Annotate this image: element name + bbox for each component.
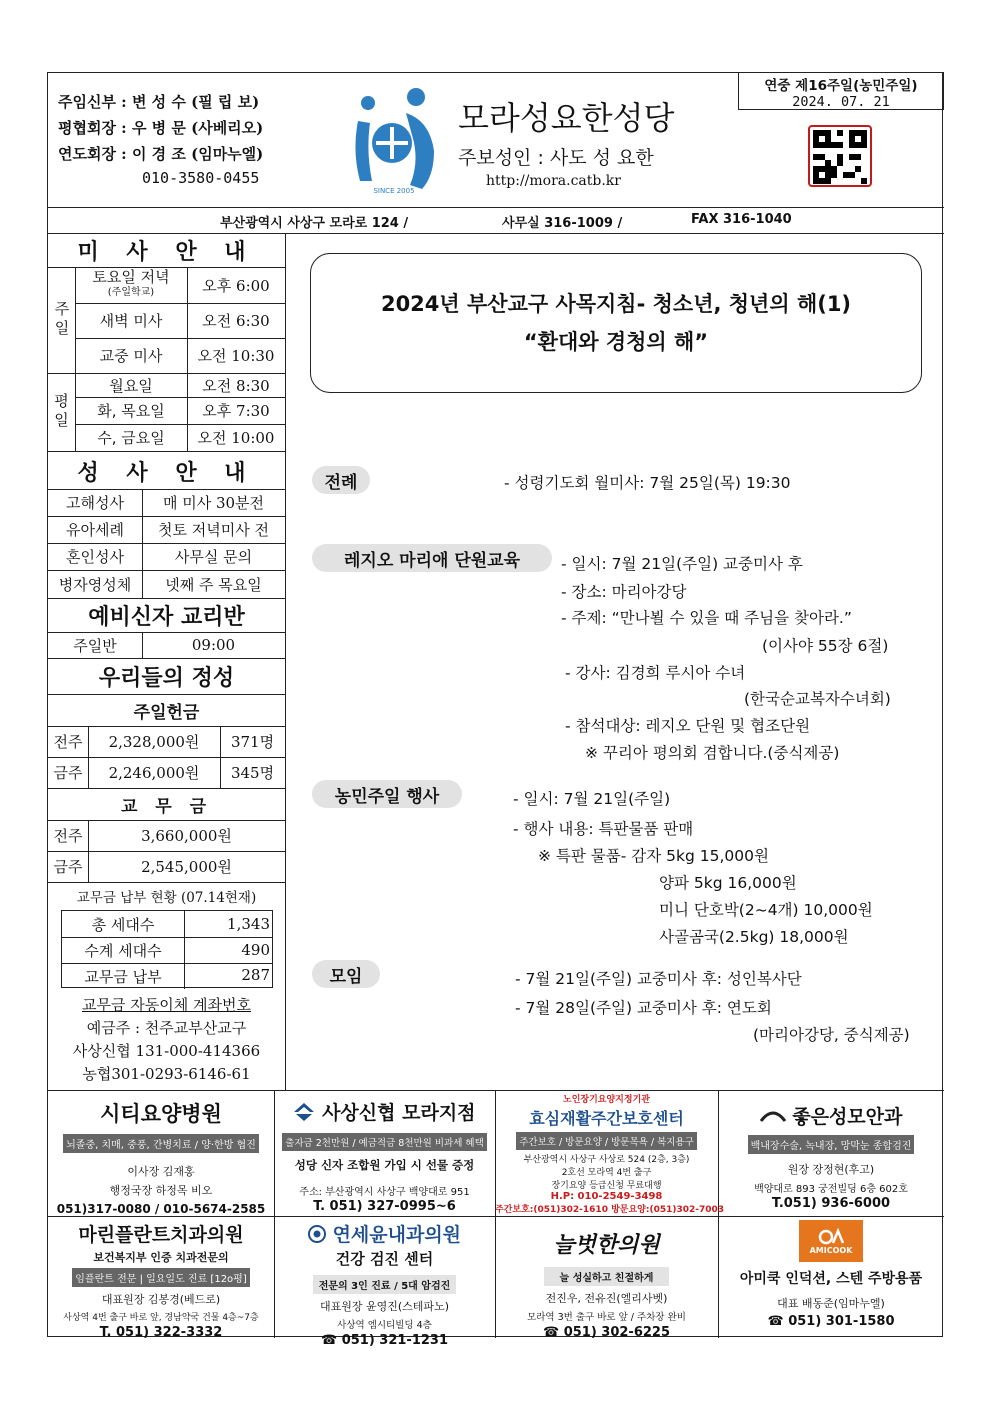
- catechumen-time: 09:00: [191, 636, 236, 654]
- church-logo-icon: [348, 81, 440, 197]
- issue-date: 2024. 07. 21: [792, 94, 890, 110]
- sunday-offering-title: 주일헌금: [133, 702, 200, 723]
- amicook-icon: [817, 1228, 845, 1246]
- ad-phone: T.051) 936-6000: [771, 1196, 891, 1211]
- eye-logo-icon: [760, 1109, 786, 1123]
- meeting-label: 모임: [312, 960, 380, 988]
- status-value: 490: [241, 941, 270, 959]
- farmer-line: ※ 특판 물품- 감자 5kg 15,000원: [538, 847, 769, 865]
- logo-since-text: SINCE 2005: [373, 187, 415, 195]
- offering-amount: 2,328,000원: [108, 733, 200, 751]
- ad-bar: 전문의 3인 진료 / 5대 암검진: [313, 1275, 457, 1294]
- farmer-line: - 행사 내용: 특판물품 판매: [513, 820, 694, 838]
- sunday-label: 주일: [52, 301, 71, 339]
- main-title-box: [310, 253, 922, 393]
- rule: [48, 451, 285, 452]
- ad-sub: 건강 검진 센터: [335, 1250, 434, 1268]
- sacrament-value: 매 미사 30분전: [162, 494, 265, 512]
- account-number: 사상신협 131-000-414366: [72, 1041, 261, 1060]
- dues-status-title: 교무금 납부 현황 (07.14현재): [76, 890, 257, 906]
- ad-city-hospital[interactable]: [48, 1090, 274, 1216]
- dues-status-table: [61, 910, 273, 988]
- shinhyup-logo-icon: [293, 1102, 315, 1122]
- liturgy-line: - 성령기도회 월미사: 7월 25일(목) 19:30: [504, 474, 791, 492]
- ad-shinhyup[interactable]: [274, 1090, 495, 1216]
- ad-line: 모라역 3번 출구 바로 앞 / 주차장 완비: [527, 1312, 686, 1323]
- mass-time: 오후 6:00: [202, 276, 270, 295]
- legio-line: - 주제: “만나뵐 수 있을 때 주님을 찾아라.”: [561, 609, 852, 627]
- legio-line: - 참석대상: 레지오 단원 및 협조단원: [565, 717, 811, 735]
- qr-code[interactable]: [808, 125, 872, 187]
- ad-title-text: 효심재활주간보호센터: [529, 1109, 684, 1128]
- ad-line: 2호선 모라역 4번 출구: [561, 1168, 652, 1178]
- ad-title: 마린플란트치과의원: [78, 1224, 244, 1246]
- ad-phone: T. 051) 322-3332: [99, 1325, 223, 1340]
- liturgy-label: 전례: [312, 466, 370, 494]
- status-name: 교무금 납부: [84, 967, 162, 986]
- ad-line: 대표 배동준(임마누엘): [777, 1297, 885, 1310]
- church-url[interactable]: http://mora.catb.kr: [486, 173, 621, 189]
- ad-internal-clinic[interactable]: [274, 1216, 495, 1348]
- mass-time: 오전 6:30: [202, 312, 270, 330]
- farmer-label: 농민주일 행사: [312, 780, 462, 808]
- account-holder: 예금주 : 천주교부산교구: [86, 1018, 247, 1037]
- sacrament-name: 혼인성사: [66, 548, 124, 566]
- office-phone: 010-3580-0455: [142, 169, 260, 187]
- ad-title: 늘벗한의원: [553, 1232, 660, 1258]
- ad-phone: ☎ 051) 302-6225: [542, 1325, 671, 1340]
- main-title-line2: “환대와 경청의 해”: [523, 330, 709, 354]
- ad-line: 사상역 4번 출구 바로 앞, 경남약국 건물 4층~7층: [63, 1313, 259, 1323]
- mass-title: 미 사 안 내: [77, 239, 256, 265]
- ad-phone: T. 051) 327-0995~6: [313, 1199, 456, 1214]
- qr-code-icon: [813, 130, 867, 184]
- offering-title: 우리들의 정성: [98, 665, 235, 691]
- legio-line: (한국순교복자수녀회): [744, 690, 891, 708]
- ad-hp: H.P: 010-2549-3498: [550, 1191, 663, 1202]
- ad-phone: 051)317-0080 / 010-5674-2585: [56, 1202, 266, 1216]
- ad-line: 백양대로 893 궁전빌딩 6층 602호: [754, 1184, 908, 1195]
- offering-week: 전주: [53, 733, 83, 751]
- ad-line: 부산광역시 사상구 사상로 524 (2층, 3층): [523, 1155, 690, 1165]
- offering-week: 금주: [53, 764, 83, 782]
- staff-list: [58, 91, 298, 187]
- status-value: 287: [241, 966, 270, 984]
- ad-hyosim[interactable]: [495, 1090, 725, 1216]
- staff-row: 주임신부 : 변 성 수 (필 립 보): [58, 93, 260, 111]
- mass-row: 토요일 저녁 (주일학교): [92, 268, 170, 298]
- ad-sub: 보건복지부 인증 치과전문의: [93, 1251, 229, 1264]
- bulletin-page: [47, 72, 943, 1348]
- ad-bar: 늘 성실하고 친절하게: [544, 1267, 670, 1286]
- dues-title: 교 무 금: [120, 796, 213, 817]
- ad-line: 대표원장 윤영진(스테파노): [320, 1300, 449, 1313]
- ad-title: 시티요양병원: [100, 1102, 222, 1126]
- legio-label: 레지오 마리애 단원교육: [312, 544, 552, 572]
- status-name: 총 세대수: [91, 915, 155, 934]
- ad-bar: 주간보호 / 방문요양 / 방문목욕 / 복지용구: [516, 1132, 697, 1150]
- amicook-logo: [799, 1220, 863, 1262]
- legio-line: (이사야 55장 6절): [762, 637, 889, 655]
- patron-saint: 주보성인 : 사도 성 요한: [458, 147, 654, 169]
- status-name: 수계 세대수: [84, 941, 162, 960]
- weekday-label: 평일: [52, 393, 70, 431]
- fax-number: FAX 316-1040: [691, 212, 792, 227]
- offering-count: 371명: [230, 733, 275, 751]
- address-bar: [48, 207, 944, 233]
- mass-row: 수, 금요일: [97, 429, 165, 447]
- account-number: 농협301-0293-6146-61: [82, 1064, 251, 1083]
- catechumen-class: 주일반: [73, 636, 117, 655]
- staff-row: 연도회장 : 이 경 조 (임마누엘): [58, 145, 264, 163]
- legio-line: ※ 꾸리아 평의회 겸합니다.(중식제공): [585, 744, 840, 762]
- ad-title: 연세윤내과의원: [274, 1220, 495, 1247]
- ad-phone: ☎ 051) 321-1231: [320, 1333, 449, 1348]
- status-value: 1,343: [227, 915, 270, 933]
- ad-title: [495, 1106, 718, 1129]
- meeting-line: - 7월 21일(주일) 교중미사 후: 성인복사단: [515, 970, 802, 988]
- offering-amount: 2,246,000원: [108, 764, 200, 782]
- ad-line: 사상역 엠시티빌딩 4층: [337, 1320, 432, 1331]
- sacrament-name: 병자영성체: [58, 575, 132, 594]
- sacrament-name: 유아세례: [66, 521, 124, 539]
- legio-line: - 강사: 김경희 루시아 수녀: [565, 664, 746, 682]
- mass-row: 화, 목요일: [97, 402, 165, 420]
- ad-bar: 백내장수술, 녹내장, 망막눈 종합검진: [748, 1135, 915, 1154]
- rule: [48, 882, 285, 883]
- ad-bar: 뇌졸중, 치매, 중풍, 간병치료 / 양·한방 협진: [63, 1134, 259, 1153]
- legio-line: - 일시: 7월 21일(주일) 교중미사 후: [561, 555, 803, 573]
- meeting-line: - 7월 28일(주일) 교중미사 후: 연도회: [515, 999, 772, 1017]
- dues-week: 금주: [53, 858, 83, 876]
- church-name: 모라성요한성당: [458, 99, 675, 137]
- mass-row: 교중 미사: [99, 347, 163, 365]
- ad-line: 행정국장 하정목 비오: [109, 1184, 213, 1197]
- sacrament-value: 첫토 저녁미사 전: [158, 521, 269, 539]
- ad-line: 성당 신자 조합원 가입 시 선물 증정: [294, 1158, 475, 1172]
- ad-title: 사상신협 모라지점: [274, 1098, 495, 1125]
- mass-time: 오전 8:30: [202, 376, 270, 395]
- mass-time: 오전 10:00: [197, 429, 275, 447]
- ad-amicook[interactable]: [718, 1216, 944, 1338]
- sacrament-value: 사무실 문의: [174, 548, 253, 566]
- ad-line: 대표원장 김봉경(베드로): [101, 1293, 221, 1306]
- office-phone-number: 사무실 316-1009 /: [502, 216, 623, 231]
- ad-bar: 임플란트 전문 | 일요일도 진료 [12o평]: [72, 1268, 250, 1287]
- staff-row: 평협회장 : 우 병 문 (사베리오): [58, 119, 264, 137]
- catechumen-title: 예비신자 교리반: [88, 604, 245, 630]
- farmer-line: 미니 단호박(2~4개) 10,000원: [659, 901, 873, 919]
- mass-row: 새벽 미사: [99, 312, 163, 330]
- ad-dental-clinic[interactable]: [48, 1216, 274, 1338]
- offering-count: 345명: [230, 764, 275, 782]
- farmer-line: 사골곰국(2.5kg) 18,000원: [659, 928, 849, 946]
- main-title-line1: 2024년 부산교구 사목지침- 청소년, 청년의 해(1): [380, 292, 852, 316]
- sacrament-name: 고해성사: [66, 494, 124, 512]
- ad-line: 전진우, 전유진(엘리사벳): [545, 1292, 668, 1305]
- church-address: 부산광역시 사상구 모라로 124 /: [220, 216, 409, 231]
- ad-line: 장기요양 등급신청 무료대행: [551, 1181, 662, 1191]
- farmer-line: 양파 5kg 16,000원: [659, 874, 797, 892]
- mass-row: 월요일: [109, 376, 153, 395]
- sacrament-value: 넷째 주 목요일: [165, 575, 262, 594]
- dues-amount: 3,660,000원: [141, 827, 232, 845]
- ad-line: 이사장 김재홍: [127, 1165, 195, 1178]
- amicook-logo-text: AMICOOK: [809, 1245, 853, 1255]
- issue-box: [738, 72, 944, 110]
- sacrament-title: 성 사 안 내: [77, 460, 256, 486]
- ad-eye-clinic[interactable]: [718, 1090, 944, 1216]
- ad-phone: ☎ 051) 301-1580: [767, 1314, 895, 1329]
- legio-line: - 장소: 마리아강당: [561, 583, 687, 601]
- dues-week: 전주: [53, 827, 83, 845]
- mass-time: 오후 7:30: [202, 402, 270, 420]
- clinic-logo-icon: [308, 1225, 326, 1243]
- issue-name: 연중 제16주일(농민주일): [764, 78, 918, 94]
- mass-time: 오전 10:30: [197, 347, 275, 365]
- meeting-line: (마리아강당, 중식제공): [753, 1026, 910, 1044]
- dues-amount: 2,545,000원: [141, 858, 232, 876]
- account-title: 교무금 자동이체 계좌번호: [82, 995, 251, 1014]
- ad-phone: 주간보호:(051)302-1610 방문요양:(051)302-7003: [495, 1205, 725, 1215]
- ad-line: 원장 장정현(후고): [787, 1163, 875, 1176]
- ad-title: 아미쿡 인덕션, 스텐 주방용품: [739, 1271, 923, 1287]
- ad-bar: 출자금 2천만원 / 예금적금 8천만원 비과세 혜택: [282, 1133, 487, 1151]
- ad-line: 주소: 부산광역시 사상구 백양대로 951: [299, 1187, 470, 1198]
- ad-title: 좋은성모안과: [718, 1102, 944, 1129]
- sidebar-divider: [285, 233, 286, 1090]
- ad-top-label: 노인장기요양지정기관: [563, 1095, 650, 1105]
- ad-oriental-clinic[interactable]: [495, 1216, 718, 1338]
- farmer-line: - 일시: 7월 21일(주일): [513, 790, 671, 808]
